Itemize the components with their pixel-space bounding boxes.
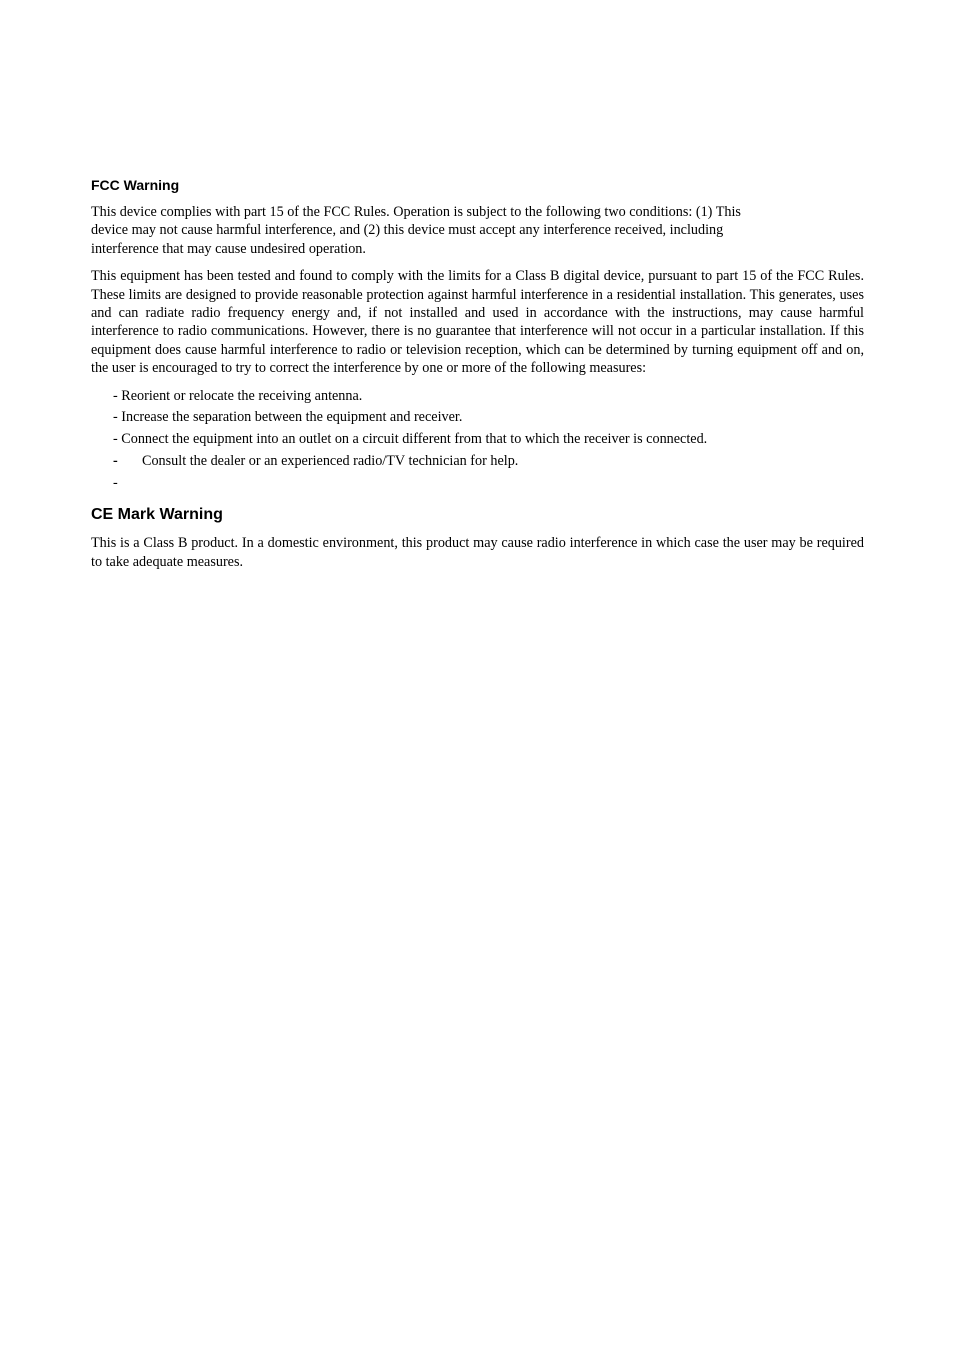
measure-item: - Reorient or relocate the receiving antenna. [113, 387, 363, 404]
measure-item: - Increase the separation between the equipment and receiver. [113, 409, 463, 426]
measure-text: Consult the dealer or an experienced radio/TV technician for help. [142, 453, 519, 470]
empty-measure-item: - [113, 474, 118, 491]
fcc-compliance-line: device may not cause harmful interference, and (2) this device must accept any interference received, including [91, 222, 724, 239]
fcc-compliance-line: This device complies with part 15 of the FCC Rules. Operation is subject to the following two conditions: (1) This [91, 204, 741, 220]
fcc-warning-heading: FCC Warning [91, 177, 180, 193]
fcc-compliance-paragraph [91, 203, 864, 258]
measure-item: - Connect the equipment into an outlet on a circuit different from that to which the receiver is connected. [113, 431, 708, 448]
document-page [91, 176, 864, 580]
ce-mark-warning-heading: CE Mark Warning [91, 506, 223, 524]
measure-item [113, 452, 864, 470]
ce-mark-paragraph: This is a Class B product. In a domestic environment, this product may cause radio interference in which case the user may be required to take adequate measures. [91, 535, 864, 570]
interference-measures-list [91, 387, 864, 493]
fcc-compliance-line: interference that may cause undesired operation. [91, 240, 366, 257]
fcc-class-b-paragraph: This equipment has been tested and found to comply with the limits for a Class B digital device, pursuant to part 15 of the FCC Rules. These limits are designed to provide reasonable protection against harmful interference in a residential installation. This generates, uses and can radiate radio frequency energy and, if not installed and used in accordance with the instructions, may cause harmful interference to radio communications. However, there is no guarantee that interference will not occur in a particular installation. If this equipment does cause harmful interference to radio or television reception, which can be determined by turning equipment off and on, the user is encouraged to try to correct the interference by one or more of the following measures: [91, 268, 864, 377]
measure-bullet: - [113, 453, 118, 470]
